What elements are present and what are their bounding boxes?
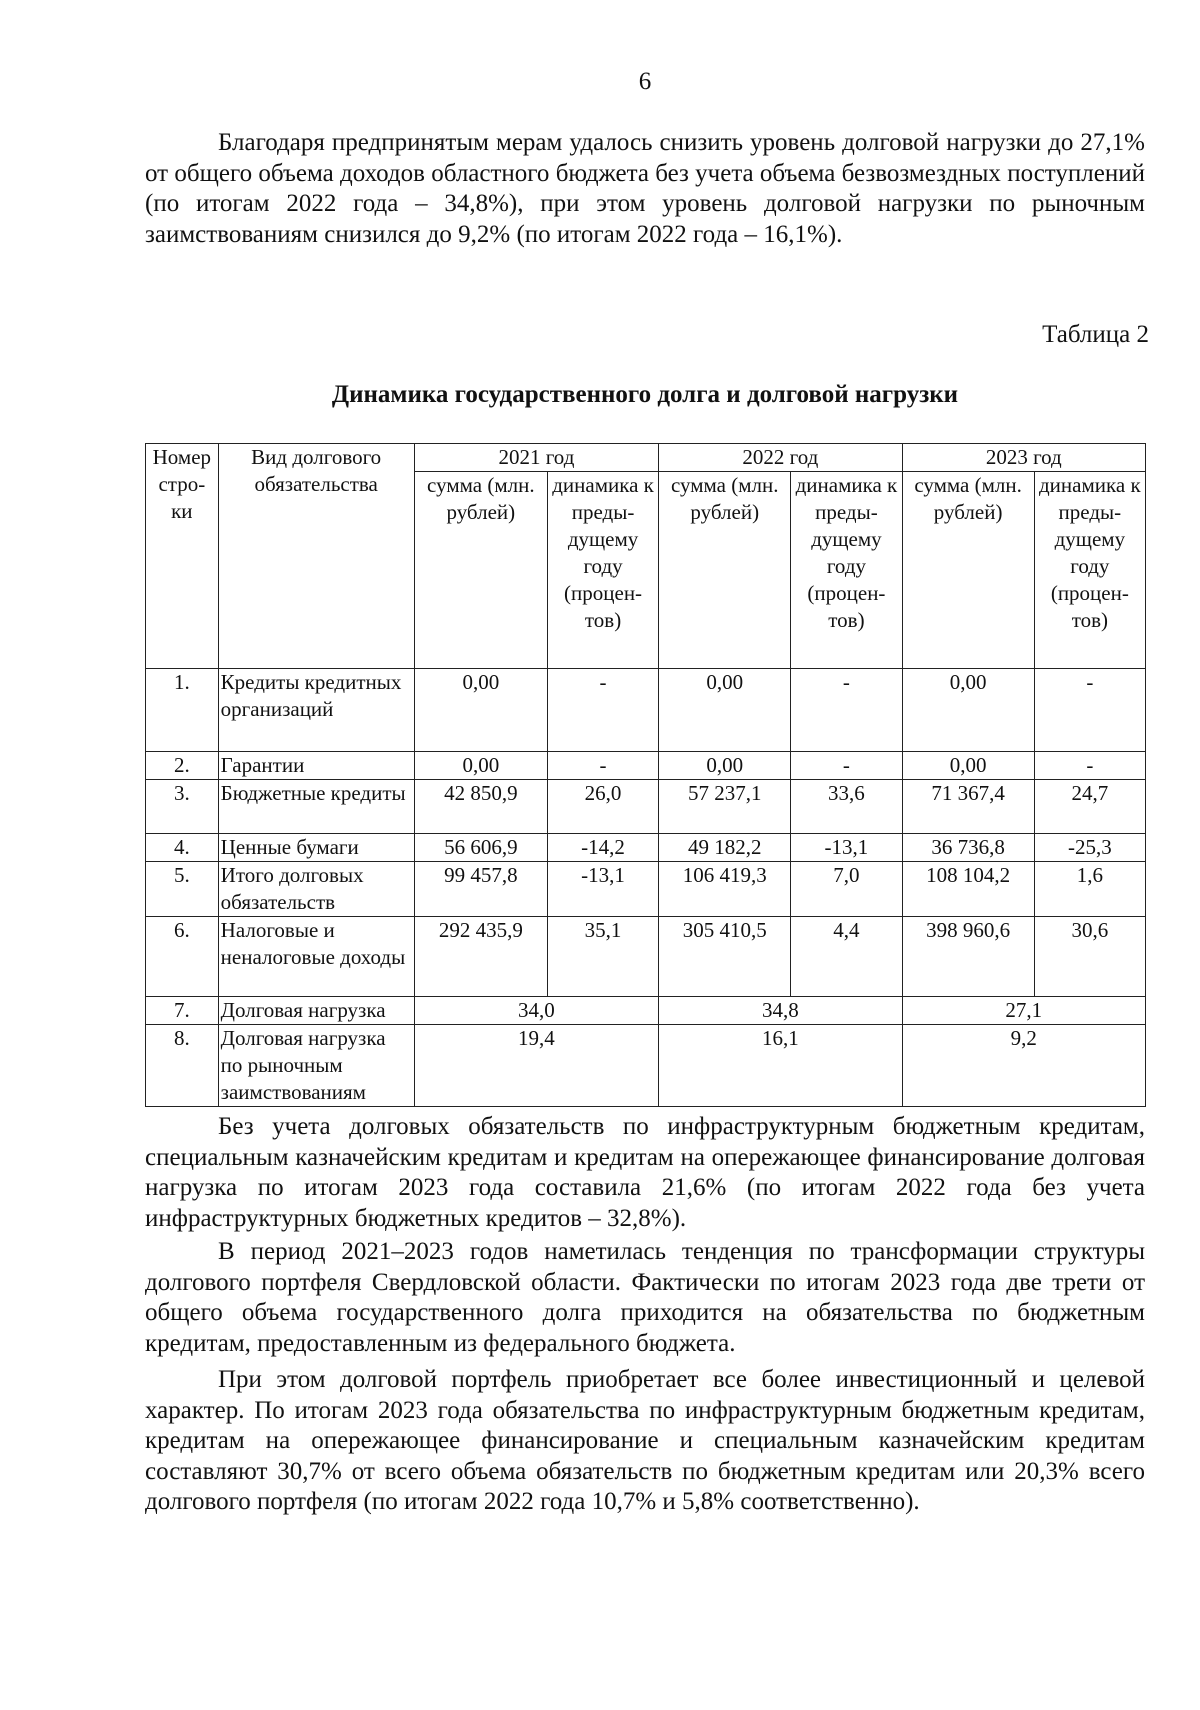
header-row-number: Номер стро-ки bbox=[146, 444, 219, 669]
dynamics-cell: 4,4 bbox=[791, 917, 902, 997]
merged-value-cell: 16,1 bbox=[659, 1025, 902, 1107]
table-row bbox=[146, 917, 1146, 997]
obligation-name: Гарантии bbox=[218, 752, 414, 780]
merged-value-cell: 9,2 bbox=[902, 1025, 1145, 1107]
merged-value-cell: 34,8 bbox=[659, 997, 902, 1025]
header-dynamics-2021: динамика к преды-дущему году (процен-тов) bbox=[547, 472, 658, 669]
sum-cell: 99 457,8 bbox=[414, 862, 547, 917]
dynamics-cell: -14,2 bbox=[547, 834, 658, 862]
sum-cell: 398 960,6 bbox=[902, 917, 1034, 997]
dynamics-cell: - bbox=[791, 752, 902, 780]
sum-cell: 0,00 bbox=[659, 669, 791, 752]
header-sum-2022: сумма (млн. рублей) bbox=[659, 472, 791, 669]
header-sum-2021: сумма (млн. рублей) bbox=[414, 472, 547, 669]
sum-cell: 36 736,8 bbox=[902, 834, 1034, 862]
dynamics-cell: -13,1 bbox=[791, 834, 902, 862]
obligation-name: Итого долговых обязательств bbox=[218, 862, 414, 917]
sum-cell: 305 410,5 bbox=[659, 917, 791, 997]
obligation-name: Долговая нагрузка bbox=[218, 997, 414, 1025]
obligation-name: Кредиты кредитных организаций bbox=[218, 669, 414, 752]
row-number: 2. bbox=[146, 752, 219, 780]
header-sum-2023: сумма (млн. рублей) bbox=[902, 472, 1034, 669]
dynamics-cell: -25,3 bbox=[1034, 834, 1145, 862]
table-label: Таблица 2 bbox=[1042, 321, 1149, 348]
header-dynamics-2023: динамика к преды-дущему году (процен-тов) bbox=[1034, 472, 1145, 669]
table-row bbox=[146, 752, 1146, 780]
sum-cell: 42 850,9 bbox=[414, 780, 547, 834]
dynamics-cell: -13,1 bbox=[547, 862, 658, 917]
table-row bbox=[146, 1025, 1146, 1107]
sum-cell: 0,00 bbox=[659, 752, 791, 780]
table-title: Динамика государственного долга и долговой нагрузки bbox=[331, 381, 959, 408]
header-obligation-type: Вид долгового обязательства bbox=[218, 444, 414, 669]
sum-cell: 0,00 bbox=[902, 752, 1034, 780]
dynamics-cell: 1,6 bbox=[1034, 862, 1145, 917]
table-row bbox=[146, 834, 1146, 862]
sum-cell: 49 182,2 bbox=[659, 834, 791, 862]
row-number: 4. bbox=[146, 834, 219, 862]
dynamics-cell: - bbox=[547, 669, 658, 752]
dynamics-cell: 35,1 bbox=[547, 917, 658, 997]
header-year-2021: 2021 год bbox=[414, 444, 658, 472]
row-number: 8. bbox=[146, 1025, 219, 1107]
sum-cell: 0,00 bbox=[902, 669, 1034, 752]
dynamics-cell: 26,0 bbox=[547, 780, 658, 834]
sum-cell: 0,00 bbox=[414, 752, 547, 780]
table-header-row bbox=[146, 444, 1146, 472]
sum-cell: 106 419,3 bbox=[659, 862, 791, 917]
table-row bbox=[146, 780, 1146, 834]
sum-cell: 292 435,9 bbox=[414, 917, 547, 997]
obligation-name: Ценные бумаги bbox=[218, 834, 414, 862]
obligation-name: Долговая нагрузка по рыночным заимствованиям bbox=[218, 1025, 414, 1107]
paragraph-structure-trend: В период 2021–2023 годов наметилась тенденция по трансформации структуры долгового портфеля Свердловской области. Фактически по итогам 2023 года две трети от общего объема государственного долга приходится на обязательства по бюджетным кредитам, предоставленным из федерального бюджета. bbox=[145, 1238, 1145, 1357]
obligation-name: Бюджетные кредиты bbox=[218, 780, 414, 834]
dynamics-cell: - bbox=[547, 752, 658, 780]
page-number: 6 bbox=[638, 68, 652, 95]
dynamics-cell: - bbox=[791, 669, 902, 752]
merged-value-cell: 27,1 bbox=[902, 997, 1145, 1025]
paragraph-portfolio-character: При этом долговой портфель приобретает все более инвестиционный и целевой характер. По итогам 2023 года обязательства по инфраструктурным бюджетным кредитам, кредитам на опережающее финансирование и специальным казначейским кредитам составляют 30,7% от всего объема обязательств по бюджетным кредитам или 20,3% всего долгового портфеля (по итогам 2022 года 10,7% и 5,8% соответственно). bbox=[145, 1366, 1145, 1515]
table-row bbox=[146, 862, 1146, 917]
dynamics-cell: - bbox=[1034, 669, 1145, 752]
dynamics-cell: 7,0 bbox=[791, 862, 902, 917]
paragraph-without-infrastructure: Без учета долговых обязательств по инфраструктурным бюджетным кредитам, специальным казначейским кредитам и кредитам на опережающее финансирование долговая нагрузка по итогам 2023 года составила 21,6% (по итогам 2022 года без учета инфраструктурных бюджетных кредитов – 32,8%). bbox=[145, 1113, 1145, 1232]
sum-cell: 0,00 bbox=[414, 669, 547, 752]
table-row bbox=[146, 669, 1146, 752]
header-year-2023: 2023 год bbox=[902, 444, 1145, 472]
sum-cell: 71 367,4 bbox=[902, 780, 1034, 834]
dynamics-cell: 24,7 bbox=[1034, 780, 1145, 834]
obligation-name: Налоговые и неналоговые доходы bbox=[218, 917, 414, 997]
merged-value-cell: 34,0 bbox=[414, 997, 658, 1025]
merged-value-cell: 19,4 bbox=[414, 1025, 658, 1107]
dynamics-cell: - bbox=[1034, 752, 1145, 780]
table-row bbox=[146, 997, 1146, 1025]
sum-cell: 108 104,2 bbox=[902, 862, 1034, 917]
debt-table bbox=[145, 443, 1146, 1107]
row-number: 6. bbox=[146, 917, 219, 997]
header-year-2022: 2022 год bbox=[659, 444, 902, 472]
dynamics-cell: 33,6 bbox=[791, 780, 902, 834]
row-number: 1. bbox=[146, 669, 219, 752]
sum-cell: 57 237,1 bbox=[659, 780, 791, 834]
dynamics-cell: 30,6 bbox=[1034, 917, 1145, 997]
sum-cell: 56 606,9 bbox=[414, 834, 547, 862]
paragraph-intro: Благодаря предпринятым мерам удалось снизить уровень долговой нагрузки до 27,1% от общего объема доходов областного бюджета без учета объема безвозмездных поступлений (по итогам 2022 года – 34,8%), при этом уровень долговой нагрузки по рыночным заимствованиям снизился до 9,2% (по итогам 2022 года – 16,1%). bbox=[145, 129, 1145, 248]
row-number: 7. bbox=[146, 997, 219, 1025]
row-number: 3. bbox=[146, 780, 219, 834]
row-number: 5. bbox=[146, 862, 219, 917]
header-dynamics-2022: динамика к преды-дущему году (процен-тов) bbox=[791, 472, 902, 669]
